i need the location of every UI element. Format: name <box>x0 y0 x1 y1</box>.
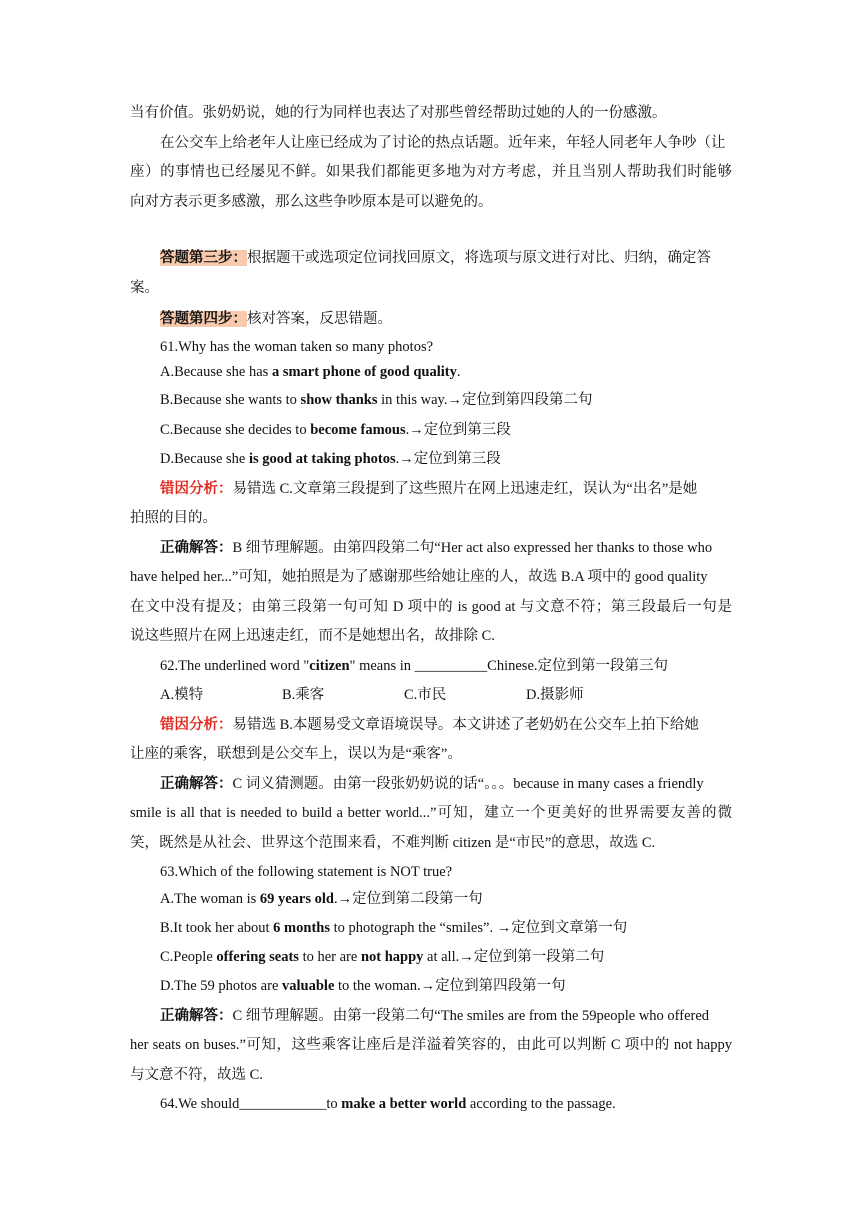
text-line: 拍照的目的。 <box>130 510 217 526</box>
answer-text: C 细节理解题。由第一段第二句“The smiles are from the 59people who offered <box>232 1008 710 1024</box>
option-text: in this way.→定位到第四段第二句 <box>377 392 593 408</box>
option-text: .→定位到第三段 <box>395 451 501 467</box>
step3-line <box>160 248 711 268</box>
option-63a <box>160 889 483 909</box>
option-61a <box>160 362 460 382</box>
question-64 <box>160 1094 616 1114</box>
option-text: at all.→定位到第一段第二句 <box>423 949 605 965</box>
text-line: smile is all that is needed to build a better world...”可知，建立一个更美好的世界需要友善的微 <box>130 805 732 821</box>
option-62d: D.摄影师 <box>526 687 584 703</box>
option-bold: offering seats <box>216 949 299 965</box>
option-text: C.People <box>160 949 217 965</box>
text-line: 向对方表示更多感激，那么这些争吵原本是可以避免的。 <box>130 194 493 210</box>
step3-text: 根据题干或选项定位词找回原文，将选项与原文进行对比、归纳，确定答 <box>247 250 711 266</box>
option-61b <box>160 390 592 410</box>
text-line: 当有价值。张奶奶说，她的行为同样也表达了对那些曾经帮助过她的人的一份感激。 <box>130 105 667 121</box>
option-bold: show thanks <box>300 392 378 408</box>
answer-text: C 词义猜测题。由第一段张奶奶说的话“。。。because in many cases a friendly <box>232 776 704 792</box>
option-bold: not happy <box>360 949 424 965</box>
question-text: 62.The underlined word " <box>160 658 310 674</box>
text-line: 在文中没有提及；由第三段第一句可知 D 项中的 is good at 与文意不符；第三段最后一句是 <box>130 599 732 615</box>
option-62b: B.乘客 <box>282 687 325 703</box>
option-bold: 69 years old <box>259 891 334 907</box>
text-line: have helped her...”可知，她拍照是为了感谢那些给她让座的人，故选 B.A 项中的 good quality <box>130 569 708 585</box>
text-line: 让座的乘客，联想到是公交车上，误以为是“乘客”。 <box>130 746 462 762</box>
option-text: C.Because she decides to <box>160 422 311 438</box>
error-label: 错因分析： <box>160 481 233 497</box>
option-bold: is good at taking photos <box>248 451 396 467</box>
question-text: according to the passage. <box>466 1096 616 1112</box>
text-line: 案。 <box>130 280 159 296</box>
answer-text: B 细节理解题。由第四段第二句“Her act also expressed her thanks to those who <box>232 540 713 556</box>
option-text: B.Because she wants to <box>160 392 301 408</box>
option-text: B.It took her about <box>160 920 274 936</box>
step4-line <box>160 309 392 329</box>
option-62c: C.市民 <box>404 687 447 703</box>
option-text: A.Because she has <box>160 364 272 380</box>
answer-label: 正确解答： <box>160 1008 233 1024</box>
step4-text: 核对答案，反思错题。 <box>247 311 392 327</box>
question-text: 64.We should____________to <box>160 1096 342 1112</box>
option-text: .→定位到第三段 <box>405 422 511 438</box>
question-62 <box>160 656 668 676</box>
option-63b <box>160 918 627 938</box>
options-62 <box>160 685 584 705</box>
answer-label: 正确解答： <box>160 540 233 556</box>
option-bold: become famous <box>310 422 406 438</box>
text-line: 在公交车上给老年人让座已经成为了讨论的热点话题。近年来，年轻人同老年人争吵（让 <box>160 135 726 151</box>
error-analysis-62 <box>160 715 699 735</box>
question-text: " means in __________Chinese.定位到第一段第三句 <box>349 658 669 674</box>
error-text: 易错选 B.本题易受文章语境误导。本文讲述了老奶奶在公交车上拍下给她 <box>232 717 699 733</box>
option-63c <box>160 947 604 967</box>
option-text: A.The woman is <box>160 891 260 907</box>
answer-61 <box>160 538 712 558</box>
question-bold: make a better world <box>341 1096 467 1112</box>
option-text: . <box>456 364 461 380</box>
option-text: D.Because she <box>160 451 249 467</box>
option-bold: a smart phone of good quality <box>271 364 457 380</box>
text-line: 说这些照片在网上迅速走红，而不是她想出名，故排除 C. <box>130 628 495 644</box>
step3-label: 答题第三步： <box>160 250 247 266</box>
text-line: her seats on buses.”可知，这些乘客让座后是洋溢着笑容的，由此可以判断 C 项中的 not happy <box>130 1037 732 1053</box>
step4-label: 答题第四步： <box>160 311 247 327</box>
option-bold: valuable <box>282 978 335 994</box>
option-text: to her are <box>298 949 361 965</box>
text-line: 笑，既然是从社会、世界这个范围来看，不难判断 citizen 是“市民”的意思，故选 C. <box>130 835 656 851</box>
error-analysis-61 <box>160 479 697 499</box>
text-line: 座）的事情也已经屡见不鲜。如果我们都能更多地为对方考虑，并且当别人帮助我们时能够 <box>130 164 732 180</box>
error-label: 错因分析： <box>160 717 233 733</box>
option-text: to the woman.→定位到第四段第一句 <box>334 978 566 994</box>
question-63: 63.Which of the following statement is NOT true? <box>160 864 453 880</box>
text-line: 与文意不符，故选 C. <box>130 1067 263 1083</box>
option-text: D.The 59 photos are <box>160 978 283 994</box>
answer-63 <box>160 1006 709 1026</box>
option-text: .→定位到第二段第一句 <box>333 891 483 907</box>
question-bold: citizen <box>309 658 350 674</box>
answer-label: 正确解答： <box>160 776 233 792</box>
option-text: to photograph the “smiles”. →定位到文章第一句 <box>329 920 628 936</box>
option-61d <box>160 449 501 469</box>
option-62a: A.模特 <box>160 687 204 703</box>
option-63d <box>160 976 566 996</box>
error-text: 易错选 C.文章第三段提到了这些照片在网上迅速走红，误认为“出名”是她 <box>232 481 698 497</box>
option-61c <box>160 420 511 440</box>
answer-62 <box>160 774 704 794</box>
question-61: 61.Why has the woman taken so many photos? <box>160 339 434 355</box>
option-bold: 6 months <box>273 920 330 936</box>
